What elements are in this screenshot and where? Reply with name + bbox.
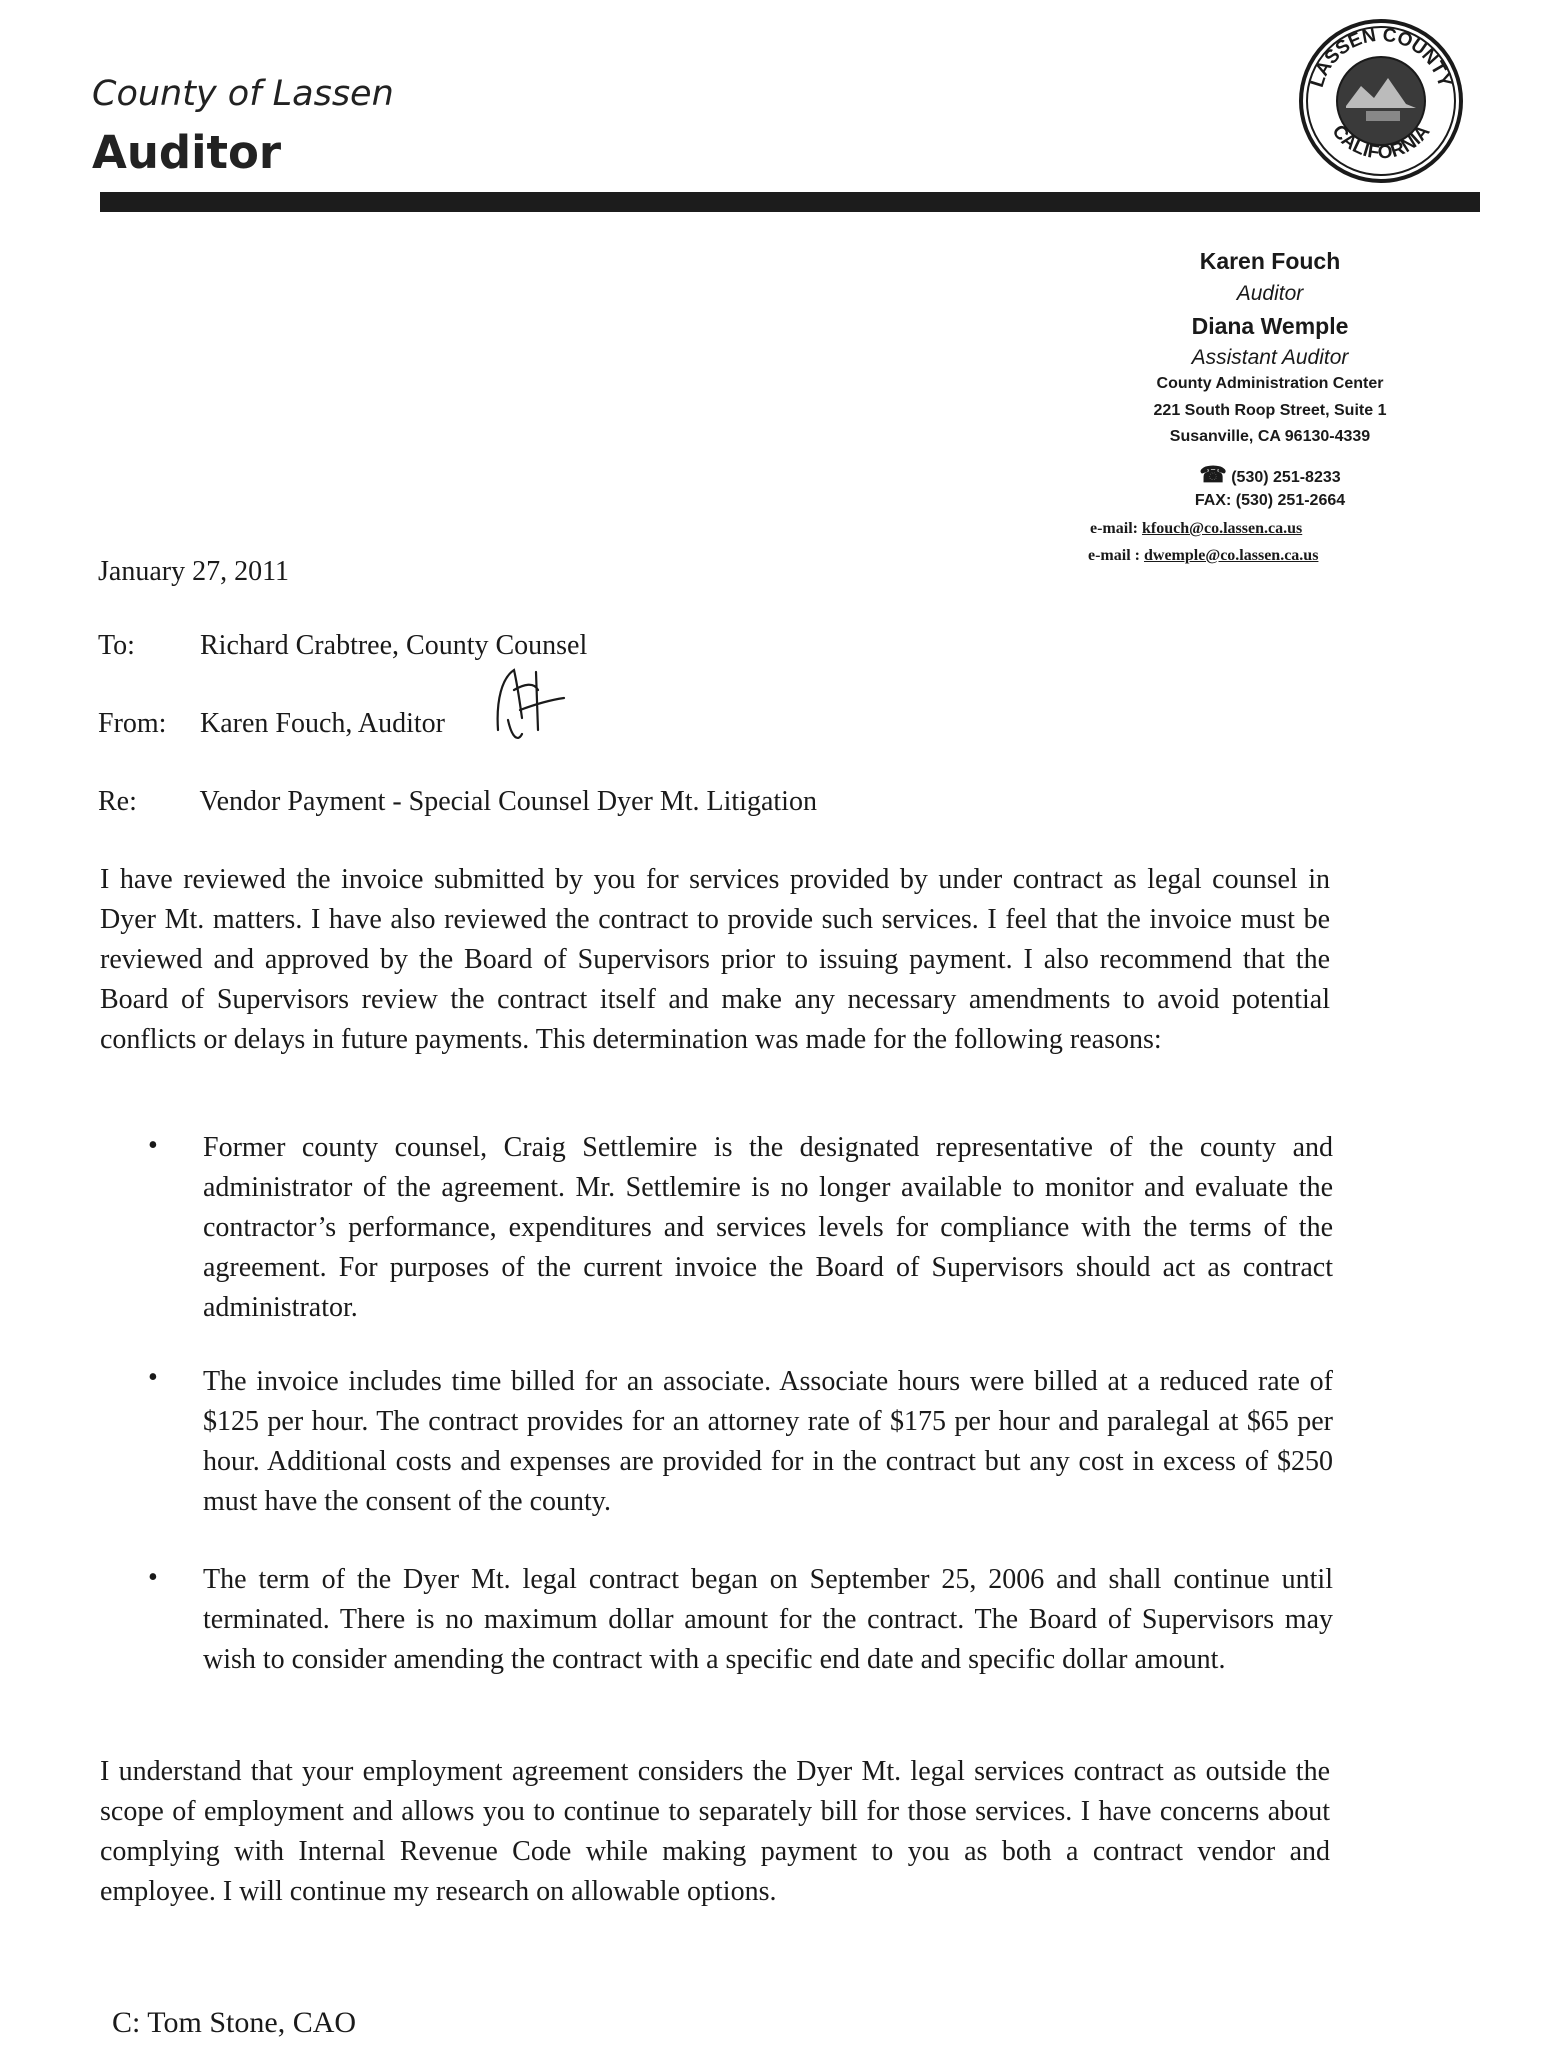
auditor-title: Auditor [1236, 282, 1304, 305]
assistant-title: Assistant Auditor [1191, 346, 1349, 369]
bullet-item-1: Former county counsel, Craig Settlemire is the designated representative of the county and administrator of the agreement. Mr. Settlemire is no longer available to monitor and evaluate the contractor’s performance, expenditures and services levels for compliance with the terms of the agreement. For purposes of the current invoice the Board of Supervisors should act as contract administrator. [203, 1132, 1333, 1323]
seal-text-top: LASSEN COUNTY [1306, 24, 1456, 90]
closing-paragraph: I understand that your employment agreement considers the Dyer Mt. legal services contract as outside the scope of employment and allows you to continue to separately bill for those services. I have concerns about complying with Internal Revenue Code while making payment to you as both a contract vendor and employee. I will continue my research on allowable options. [100, 1756, 1330, 1907]
address-line-1: County Administration Center [1156, 375, 1384, 392]
auditor-name: Karen Fouch [1199, 248, 1341, 274]
phone-line [1060, 462, 1480, 488]
email-label-1: e-mail: [1090, 520, 1138, 537]
to-label: To: [98, 630, 135, 661]
email-line-2 [1088, 547, 1318, 565]
header-rule [100, 192, 1480, 212]
county-seal-icon [1296, 16, 1466, 186]
seal-text-bottom: CALIFORNIA [1327, 121, 1435, 164]
email-link-1[interactable]: kfouch@co.lassen.ca.us [1141, 520, 1303, 537]
email-line-1 [1090, 520, 1302, 538]
from-row [98, 708, 445, 740]
bullet-item-3: The term of the Dyer Mt. legal contract began on September 25, 2006 and shall continue until terminated. There is no maximum dollar amount for the contract. The Board of Supervisors may wish to consider amending the contract with a specific end date and specific dollar amount. [203, 1564, 1333, 1675]
handwritten-initials [478, 660, 568, 750]
from-label: From: [98, 708, 167, 739]
re-value: Vendor Payment - Special Counsel Dyer Mt. Litigation [199, 786, 817, 817]
intro-paragraph: I have reviewed the invoice submitted by you for services provided by under contract as legal counsel in Dyer Mt. matters. I have also reviewed the contract to provide such services. I feel that the invoice must be reviewed and approved by the Board of Supervisors prior to issuing payment. I also recommend that the Board of Supervisors review the contract itself and make any necessary amendments to avoid potential conflicts or delays in future payments. This determination was made for the following reasons: [100, 864, 1330, 1055]
re-label: Re: [98, 786, 137, 817]
bullet-marker-2: • [148, 1362, 158, 1393]
to-row [98, 630, 587, 662]
fax-line: FAX: (530) 251-2664 [1194, 492, 1346, 509]
carbon-copy: C: Tom Stone, CAO [112, 2006, 357, 2039]
department-name: Auditor [92, 126, 282, 179]
address-line-2: 221 South Roop Street, Suite 1 [1153, 402, 1387, 419]
assistant-name: Diana Wemple [1191, 313, 1349, 339]
bullet-item-2: The invoice includes time billed for an associate. Associate hours were billed at a reduced rate of $125 per hour. The contract provides for an attorney rate of $175 per hour and paralegal at $65 per hour. Additional costs and expenses are provided for in the contract but any cost in excess of $250 must have the consent of the county. [203, 1366, 1333, 1517]
email-label-2: e-mail : [1088, 547, 1140, 564]
letter-date: January 27, 2011 [98, 556, 290, 587]
county-name: County of Lassen [92, 74, 394, 114]
re-row [98, 786, 817, 818]
bullet-marker-1: • [148, 1130, 158, 1161]
from-value: Karen Fouch, Auditor [200, 708, 445, 739]
address-line-3: Susanville, CA 96130-4339 [1169, 428, 1371, 445]
email-link-2[interactable]: dwemple@co.lassen.ca.us [1143, 547, 1319, 564]
phone-number: (530) 251-8233 [1231, 469, 1341, 486]
phone-icon: ☎ [1199, 462, 1227, 487]
to-value: Richard Crabtree, County Counsel [200, 630, 588, 661]
bullet-marker-3: • [148, 1562, 158, 1593]
